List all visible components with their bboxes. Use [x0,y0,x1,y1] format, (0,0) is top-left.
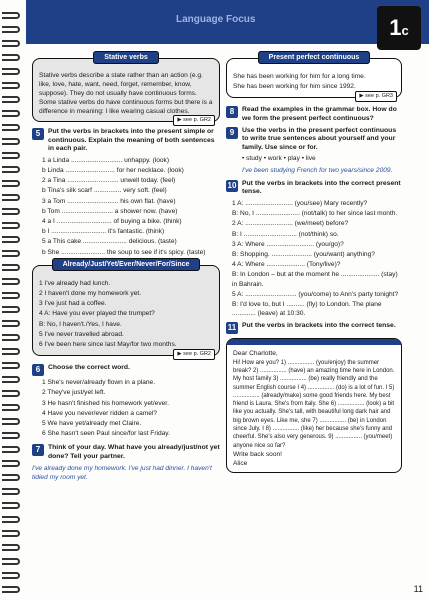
ref-label: see p. GR3 [365,93,393,100]
spiral-ring [2,530,20,537]
already-yet-box [32,260,220,358]
exercise-line: 3 a Tom ............................ his own flat. (have) [42,197,176,205]
grammar-example: 1 I've already had lunch. [39,279,111,287]
exercise-8 [226,106,402,123]
letter-greeting: Dear Charlotte, [233,350,278,358]
exercise-line: 1 A: .......................... (you/see) Mary recently? [232,199,368,207]
unit-number: 1 [389,15,402,40]
grammar-reference: ▶ see p. GR2 [173,349,215,360]
section-title: Language Focus [176,14,256,25]
exercise-instruction: Put the verbs in brackets into the correct present tense. [242,179,401,196]
spiral-ring [2,348,20,355]
exercise-line: b Tina's silk scarf ............... very soft. (feel) [42,187,167,195]
grammar-example: She has been working for him for a long time. [233,73,366,80]
exercise-10-lines [226,199,402,318]
spiral-ring [2,40,20,47]
exercise-7-example: I've already done my homework. I've just had dinner. I haven't tidied my room yet. [32,464,212,481]
exercise-line: 2 a Tina ............................ unwell today. (feel) [42,177,176,185]
spiral-ring [2,586,20,593]
spiral-ring [2,474,20,481]
stative-verbs-body: Stative verbs describe a state rather than an action (e.g. like, love, hate, want, need, forget, remember, know, suppose). They do not usually have continuous forms. Some stative verbs do have continuous forms but there is a difference in meaning: I like wearing casual clothes. [39,72,213,115]
exercise-10 [226,180,402,197]
exercise-line: 5 A: ............................ (you/come) to Ann's party tonight? [232,290,399,298]
exercise-line: b I .............................. it's fantastic. (think) [42,228,165,236]
spiral-ring [2,376,20,383]
spiral-ring [2,264,20,271]
spiral-ring [2,152,20,159]
spiral-ring [2,334,20,341]
grammar-reference: ▶ see p. GR2 [173,115,215,126]
exercise-line: b Tom ............................ a shower now. (have) [42,207,178,215]
already-yet-title: Already/Just/Yet/Ever/Never/For/Since [52,258,201,271]
spiral-ring [2,96,20,103]
exercise-line: B: I'd love to, but I .......... (fly) to London. The plane ............. (leave) at 10:30. [232,301,382,318]
spiral-ring [2,306,20,313]
exercise-number: 9 [226,127,238,139]
exercise-line: B: In London – but at the moment he ..................... (stay) in Bahrain. [232,271,398,288]
exercise-number: 8 [226,106,238,118]
spiral-ring [2,390,20,397]
spiral-ring [2,138,20,145]
exercise-number: 7 [32,444,44,456]
exercise-line: 5 We have yet/already met Claire. [42,420,142,428]
grammar-reference: ▶ see p. GR3 [355,91,397,102]
spiral-ring [2,488,20,495]
spiral-ring [2,460,20,467]
exercise-line: 4 a I .............................. of buying a bike. (think) [42,218,182,225]
spiral-ring [2,54,20,61]
letter-closing: Write back soon! [233,450,282,458]
exercise-line: b She ........................ the soup to see if it's spicy. (taste) [42,248,206,256]
exercise-11 [226,322,402,334]
workbook-page [26,0,429,600]
exercise-number: 11 [227,323,237,333]
exercise-5 [32,128,220,154]
stative-verbs-title: Stative verbs [93,51,159,64]
spiral-ring [2,292,20,299]
exercise-line: B: No, I ........................ (not/talk) to her since last month. [232,210,398,218]
spiral-ring [2,236,20,243]
stative-verbs-box [32,54,220,123]
letter-header-bar [227,339,401,345]
present-perfect-lines [233,72,395,91]
exercise-7 [32,444,220,461]
exercise-line: 5 a This cake ........................ delicious. (taste) [42,238,177,246]
exercise-instruction: Choose the correct word. [48,364,130,372]
spiral-ring [2,82,20,89]
exercise-line: 2 They've just/yet left. [42,389,106,397]
spiral-ring [2,124,20,131]
spiral-ring [2,544,20,551]
exercise-9-verbs: • study • work • play • live [242,155,316,163]
spiral-ring [2,180,20,187]
exercise-number: 10 [227,180,237,190]
grammar-example: 3 I've just had a coffee. [39,300,107,308]
exercise-line: 3 He hasn't finished his homework yet/ever. [42,399,169,407]
exercise-line: B: Shopping. ...................... (you/want) anything? [232,250,375,258]
grammar-example: B: No, I haven't./Yes, I have. [39,320,122,328]
grammar-example: 5 I've never travelled abroad. [39,330,124,338]
letter-box [226,338,402,473]
spiral-ring [2,68,20,75]
exercise-5-lines [32,156,220,257]
exercise-line: 1 She's never/already flown in a plane. [42,379,156,387]
exercise-line: B: I ............................. (not/think) so. [232,230,339,238]
spiral-ring [2,502,20,509]
spiral-ring [2,26,20,33]
grammar-example: She has been working for him since 1992. [233,83,356,91]
spiral-ring [2,432,20,439]
exercise-line: 4 A: Where ..................... (Tony/live)? [232,261,341,269]
present-perfect-box [226,54,402,100]
exercise-instruction: Put the verbs in brackets into the correct tense. [242,322,396,330]
spiral-ring [2,208,20,215]
letter-signature: Alice [233,460,248,468]
exercise-number: 5 [32,128,44,140]
page-number: 11 [413,584,423,594]
exercise-line: 3 A: Where .......................... (you/go)? [232,240,344,248]
spiral-ring [2,194,20,201]
right-column [226,50,402,473]
left-column [32,50,220,482]
spiral-ring [2,558,20,565]
exercise-line: b Linda ........................... for her necklace. (look) [42,166,184,174]
already-yet-lines [39,279,213,349]
exercise-line: 6 She hasn't seen Paul since/for last Friday. [42,430,170,438]
spiral-binding [0,0,22,600]
exercise-line: 1 a Linda ............................ unhappy. (look) [42,156,170,164]
spiral-ring [2,12,20,19]
exercise-line: 2 A: .......................... (we/meet) before? [232,220,349,228]
spiral-ring [2,222,20,229]
exercise-number: 6 [32,364,44,376]
exercise-9 [226,127,402,153]
spiral-ring [2,110,20,117]
exercise-6-lines [32,378,220,438]
spiral-ring [2,362,20,369]
spiral-ring [2,320,20,327]
spiral-ring [2,516,20,523]
exercise-line: 4 Have you never/ever ridden a camel? [42,409,158,417]
spiral-ring [2,418,20,425]
spiral-ring [2,166,20,173]
header-band [26,0,429,44]
spiral-ring [2,404,20,411]
grammar-example: 2 I haven't done my homework yet. [39,290,142,298]
ref-label: see p. GR2 [183,351,211,358]
letter-body: Hi! How are you? 1) ................ (you/enjoy) the summer break? 2) ................ (have) an amazing time here in London. My host family 3) ................ (be) really friendly and the summer English course I 4) ................ (do) is a lot of fun. I 5) ................ (already/make) some good friends here. My best friend is Laura. She's from Italy. She 6) ................ (look) a bit like you actually. She's tall, with beautiful long dark hair and big brown eyes. Like me, she 7) ................ (be) in London since July. I 8) ................ (like) her because she's funny and cheerful. She's also very generous. 9) ................ (you/meet) anyone nice so far? [233,359,395,449]
exercise-instruction: Read the examples in the grammar box. How do we form the present perfect continuous? [242,106,397,122]
spiral-ring [2,446,20,453]
spiral-ring [2,278,20,285]
unit-badge [377,6,421,50]
grammar-example: 4 A: Have you ever played the trumpet? [39,310,155,318]
grammar-example: 6 I've been here since last May/for two months. [39,341,177,349]
unit-letter: c [401,23,409,38]
exercise-9-example: I've been studying French for two years/since 2009. [242,166,393,174]
present-perfect-title: Present perfect continuous [258,51,371,64]
ref-label: see p. GR2 [183,116,211,123]
exercise-6 [32,364,220,376]
exercise-instruction: Put the verbs in brackets into the present simple or continuous. Explain the meaning of both sentences in each pair. [48,128,215,153]
exercise-instruction: Use the verbs in the present perfect continuous to write true sentences about yourself and your family. Use since or for. [242,126,397,151]
spiral-ring [2,572,20,579]
spiral-ring [2,250,20,257]
exercise-instruction: Think of your day. What have you already/just/not yet done? Tell your partner. [48,444,220,461]
